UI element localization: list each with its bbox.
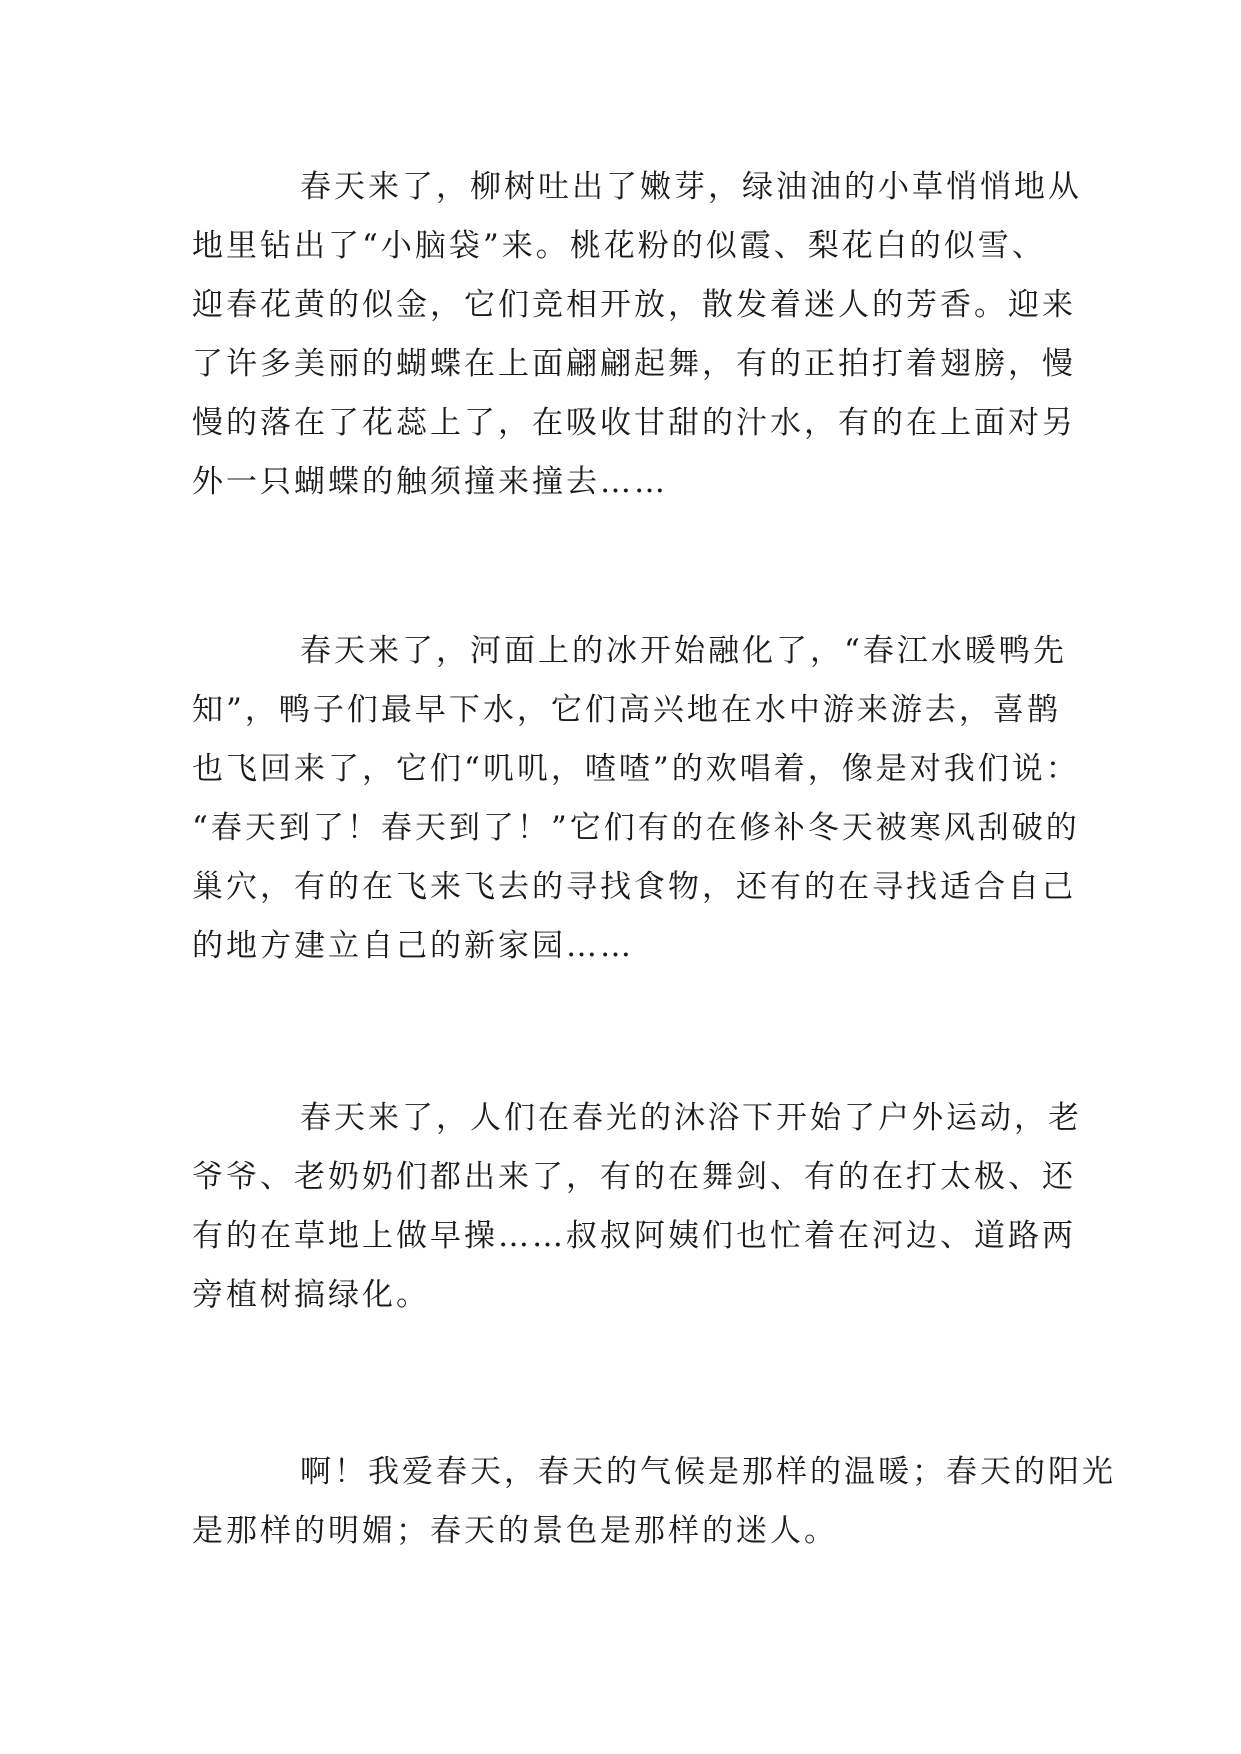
text-line: 的地方建立自己的新家园…… [192, 928, 634, 964]
text-line: 是那样的明媚；春天的景色是那样的迷人。 [192, 1513, 838, 1549]
text-line: 地里钻出了“小脑袋”来。桃花粉的似霞、梨花白的似雪、 [192, 228, 1046, 264]
text-line: 旁植树搞绿化。 [192, 1277, 430, 1313]
text-line: 迎春花黄的似金，它们竞相开放，散发着迷人的芳香。迎来 [192, 287, 1076, 323]
text-line: 春天来了，河面上的冰开始融化了，“春江水暖鸭先 [300, 633, 1067, 669]
text-line: 有的在草地上做早操……叔叔阿姨们也忙着在河边、道路两 [192, 1218, 1076, 1254]
text-line: “春天到了！春天到了！”它们有的在修补冬天被寒风刮破的 [192, 810, 1080, 846]
paragraph-love-spring [192, 1443, 1116, 1561]
text-line: 知”，鸭子们最早下水，它们高兴地在水中游来游去，喜鹊 [192, 692, 1061, 728]
text-line: 外一只蝴蝶的触须撞来撞去…… [192, 464, 668, 500]
text-line: 春天来了，人们在春光的沐浴下开始了户外运动，老 [300, 1100, 1082, 1136]
paragraph-river-ducks-magpies [192, 622, 1080, 976]
text-line: 爷爷、老奶奶们都出来了，有的在舞剑、有的在打太极、还 [192, 1159, 1076, 1195]
paragraph-people-outdoors [192, 1089, 1082, 1325]
paragraph-willow-butterflies [192, 158, 1082, 512]
text-line: 也飞回来了，它们“叽叽，喳喳”的欢唱着，像是对我们说： [192, 751, 1080, 787]
text-line: 了许多美丽的蝴蝶在上面翩翩起舞，有的正拍打着翅膀，慢 [192, 346, 1076, 382]
text-line: 慢的落在了花蕊上了，在吸收甘甜的汁水，有的在上面对另 [192, 405, 1076, 441]
text-line: 巢穴，有的在飞来飞去的寻找食物，还有的在寻找适合自己 [192, 869, 1076, 905]
text-line: 啊！我爱春天，春天的气候是那样的温暖；春天的阳光 [300, 1454, 1116, 1490]
text-line: 春天来了，柳树吐出了嫩芽，绿油油的小草悄悄地从 [300, 169, 1082, 205]
